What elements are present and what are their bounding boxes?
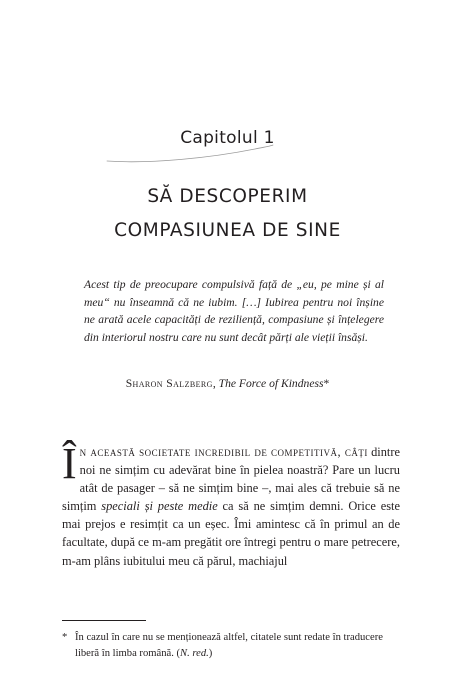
- footnote-text: [62, 630, 400, 661]
- footnote-divider: [62, 620, 146, 621]
- decorative-swash-icon: [105, 144, 275, 164]
- footnote-text-main: În cazul în care nu se menționează altfel, citatele sunt redate în traducere liberă în limba română. (: [75, 632, 383, 659]
- chapter-title: [0, 180, 455, 248]
- body-text-segment: dintre noi ne simțim cu adevărat bine în pielea noastră? Pare un lucru atât de pasager – să ne simțim bine –, mai ales că trebuie să ne simțim: [62, 445, 401, 514]
- lead-in-small-caps: n această societate incredibil de competitivă, câți: [79, 445, 368, 459]
- body-paragraph: [62, 439, 401, 570]
- chapter-label: Capitolul 1: [180, 128, 275, 148]
- epigraph-attribution: [0, 377, 455, 390]
- footnote-text-close: ): [208, 647, 213, 659]
- chapter-title-line-2: COMPASIUNEA DE SINE: [114, 220, 341, 241]
- body-emphasis: și peste medie: [144, 499, 218, 514]
- epigraph-book-title: The Force of Kindness: [218, 377, 324, 390]
- footnote-emphasis: N. red.: [180, 647, 209, 659]
- drop-cap: Î: [62, 439, 77, 488]
- epigraph-quote: Acest tip de preocupare compulsivă față de „eu, pe mine și al meu“ nu înseamnă că ne iubim. […] Iubirea pentru noi înșine ne arată acele capacități de reziliență, compasiune și înțelegere din interiorul nostru care nu sunt decât părți ale vieții însăși.: [84, 278, 384, 344]
- footnote-reference-mark: *: [323, 377, 330, 390]
- footnote-marker: *: [62, 632, 68, 643]
- epigraph-separator: ,: [212, 377, 219, 390]
- chapter-title-line-1: SĂ DESCOPERIM: [147, 186, 308, 207]
- footnote: [62, 630, 400, 661]
- body-emphasis: speciali: [101, 499, 140, 514]
- body-text-segment: ca să ne simțim demni. Orice este mai prejos e resimțit ca un eșec. Îmi amintesc că în primul an de facultate, după ce m-am pregătit ore întregi pentru o mare petrecere, m-am plâns iubitului meu că părul, machiajul: [62, 499, 400, 568]
- epigraph-author: Sharon Salzberg: [125, 377, 213, 390]
